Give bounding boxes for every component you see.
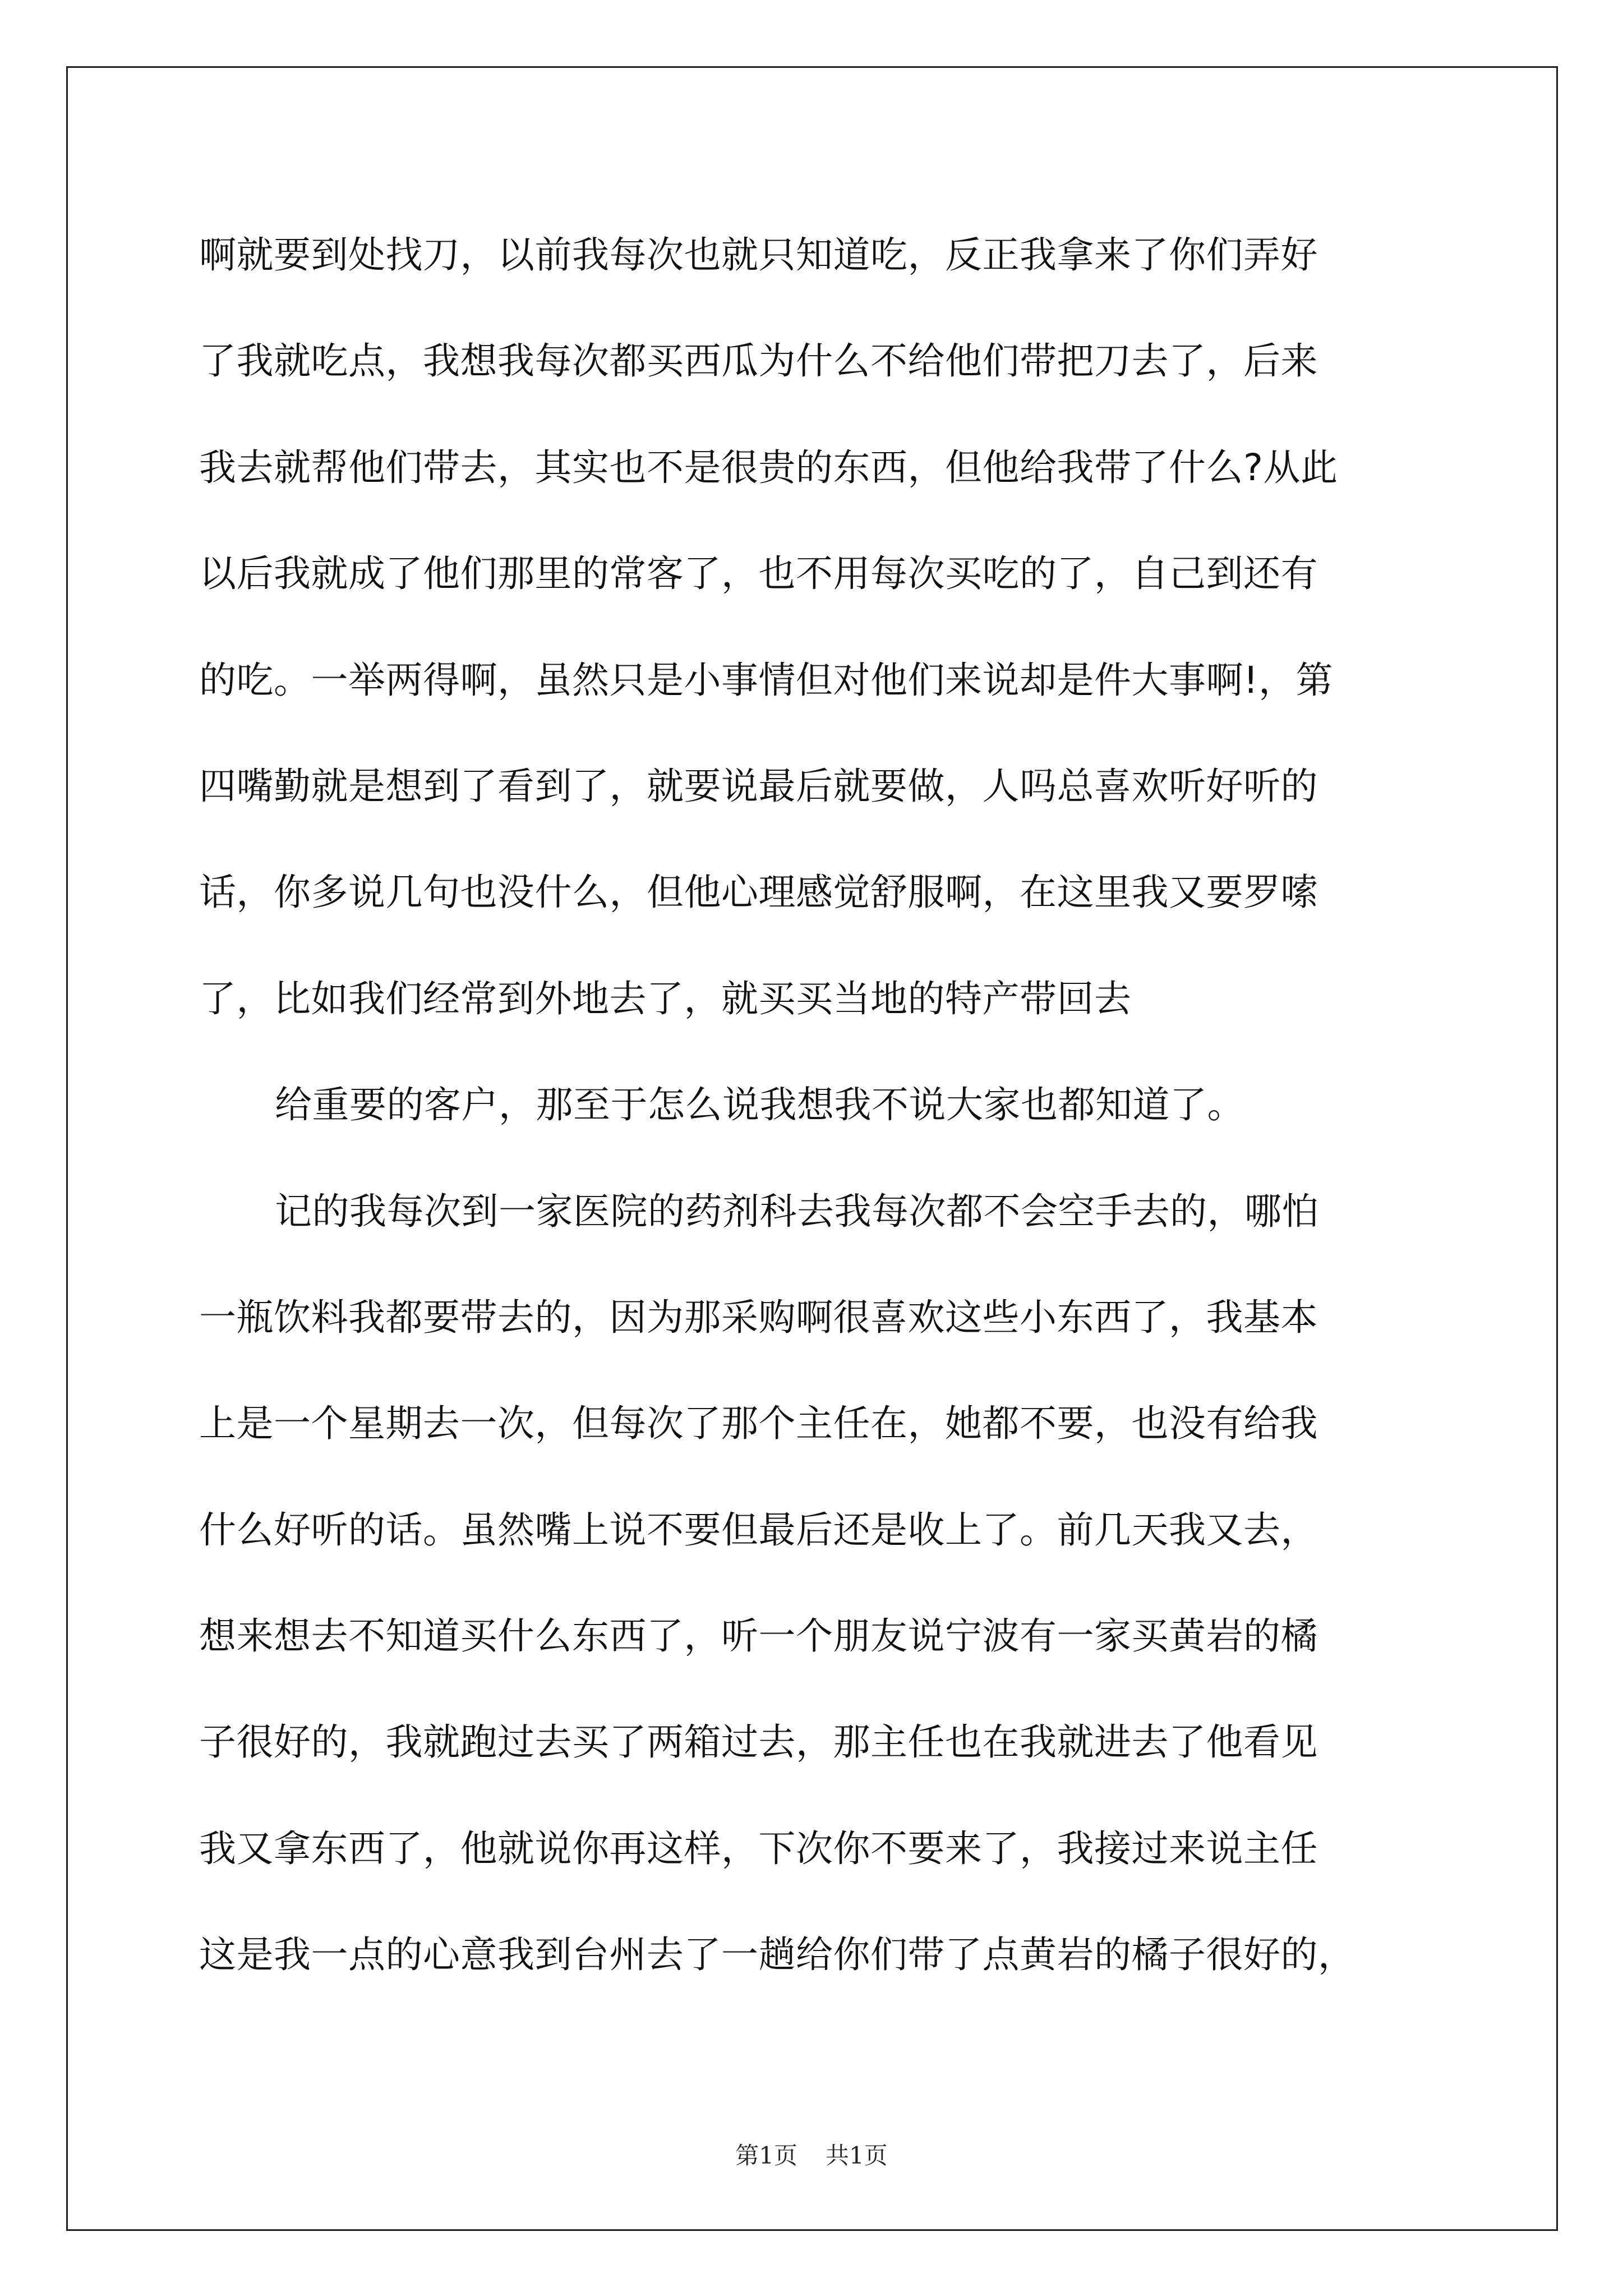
- page-number-total: 共1页: [826, 2142, 888, 2169]
- text-line-7: 话，你多说几句也没什么，但他心理感觉舒服啊，在这里我又要罗嗦: [199, 871, 1318, 914]
- text-line-13: 什么好听的话。虽然嘴上说不要但最后还是收上了。前几天我又去，: [199, 1508, 1318, 1552]
- text-line-11: 一瓶饮料我都要带去的，因为那采购啊很喜欢这些小东西了，我基本: [199, 1295, 1318, 1339]
- text-line-4: 以后我就成了他们那里的常客了，也不用每次买吃的了，自己到还有: [199, 552, 1318, 596]
- text-line-9: 给重要的客户，那至于怎么说我想我不说大家也都知道了。: [275, 1083, 1244, 1127]
- page-footer: [0, 2137, 1623, 2171]
- text-line-5: 的吃。一举两得啊，虽然只是小事情但对他们来说却是件大事啊!，第: [199, 658, 1333, 702]
- text-line-8: 了，比如我们经常到外地去了，就买买当地的特产带回去: [199, 977, 1132, 1020]
- text-line-15: 子很好的，我就跑过去买了两箱过去，那主任也在我就进去了他看见: [199, 1720, 1318, 1764]
- text-line-3: 我去就帮他们带去，其实也不是很贵的东西，但他给我带了什么?从此: [199, 445, 1338, 489]
- document-body: [199, 202, 1450, 2008]
- text-line-1: 啊就要到处找刀，以前我每次也就只知道吃，反正我拿来了你们弄好: [199, 233, 1318, 277]
- text-line-14: 想来想去不知道买什么东西了，听一个朋友说宁波有一家买黄岩的橘: [199, 1614, 1318, 1658]
- text-line-12: 上是一个星期去一次，但每次了那个主任在，她都不要，也没有给我: [199, 1402, 1318, 1446]
- text-line-6: 四嘴勤就是想到了看到了，就要说最后就要做，人吗总喜欢听好听的: [199, 764, 1318, 808]
- text-line-16: 我又拿东西了，他就说你再这样，下次你不要来了，我接过来说主任: [199, 1826, 1318, 1870]
- text-line-17: 这是我一点的心意我到台州去了一趟给你们带了点黄岩的橘子很好的，: [199, 1933, 1355, 1977]
- page-number-current: 第1页: [735, 2142, 797, 2169]
- text-line-2: 了我就吃点，我想我每次都买西瓜为什么不给他们带把刀去了，后来: [199, 339, 1318, 383]
- text-line-10: 记的我每次到一家医院的药剂科去我每次都不会空手去的，哪怕: [275, 1189, 1319, 1233]
